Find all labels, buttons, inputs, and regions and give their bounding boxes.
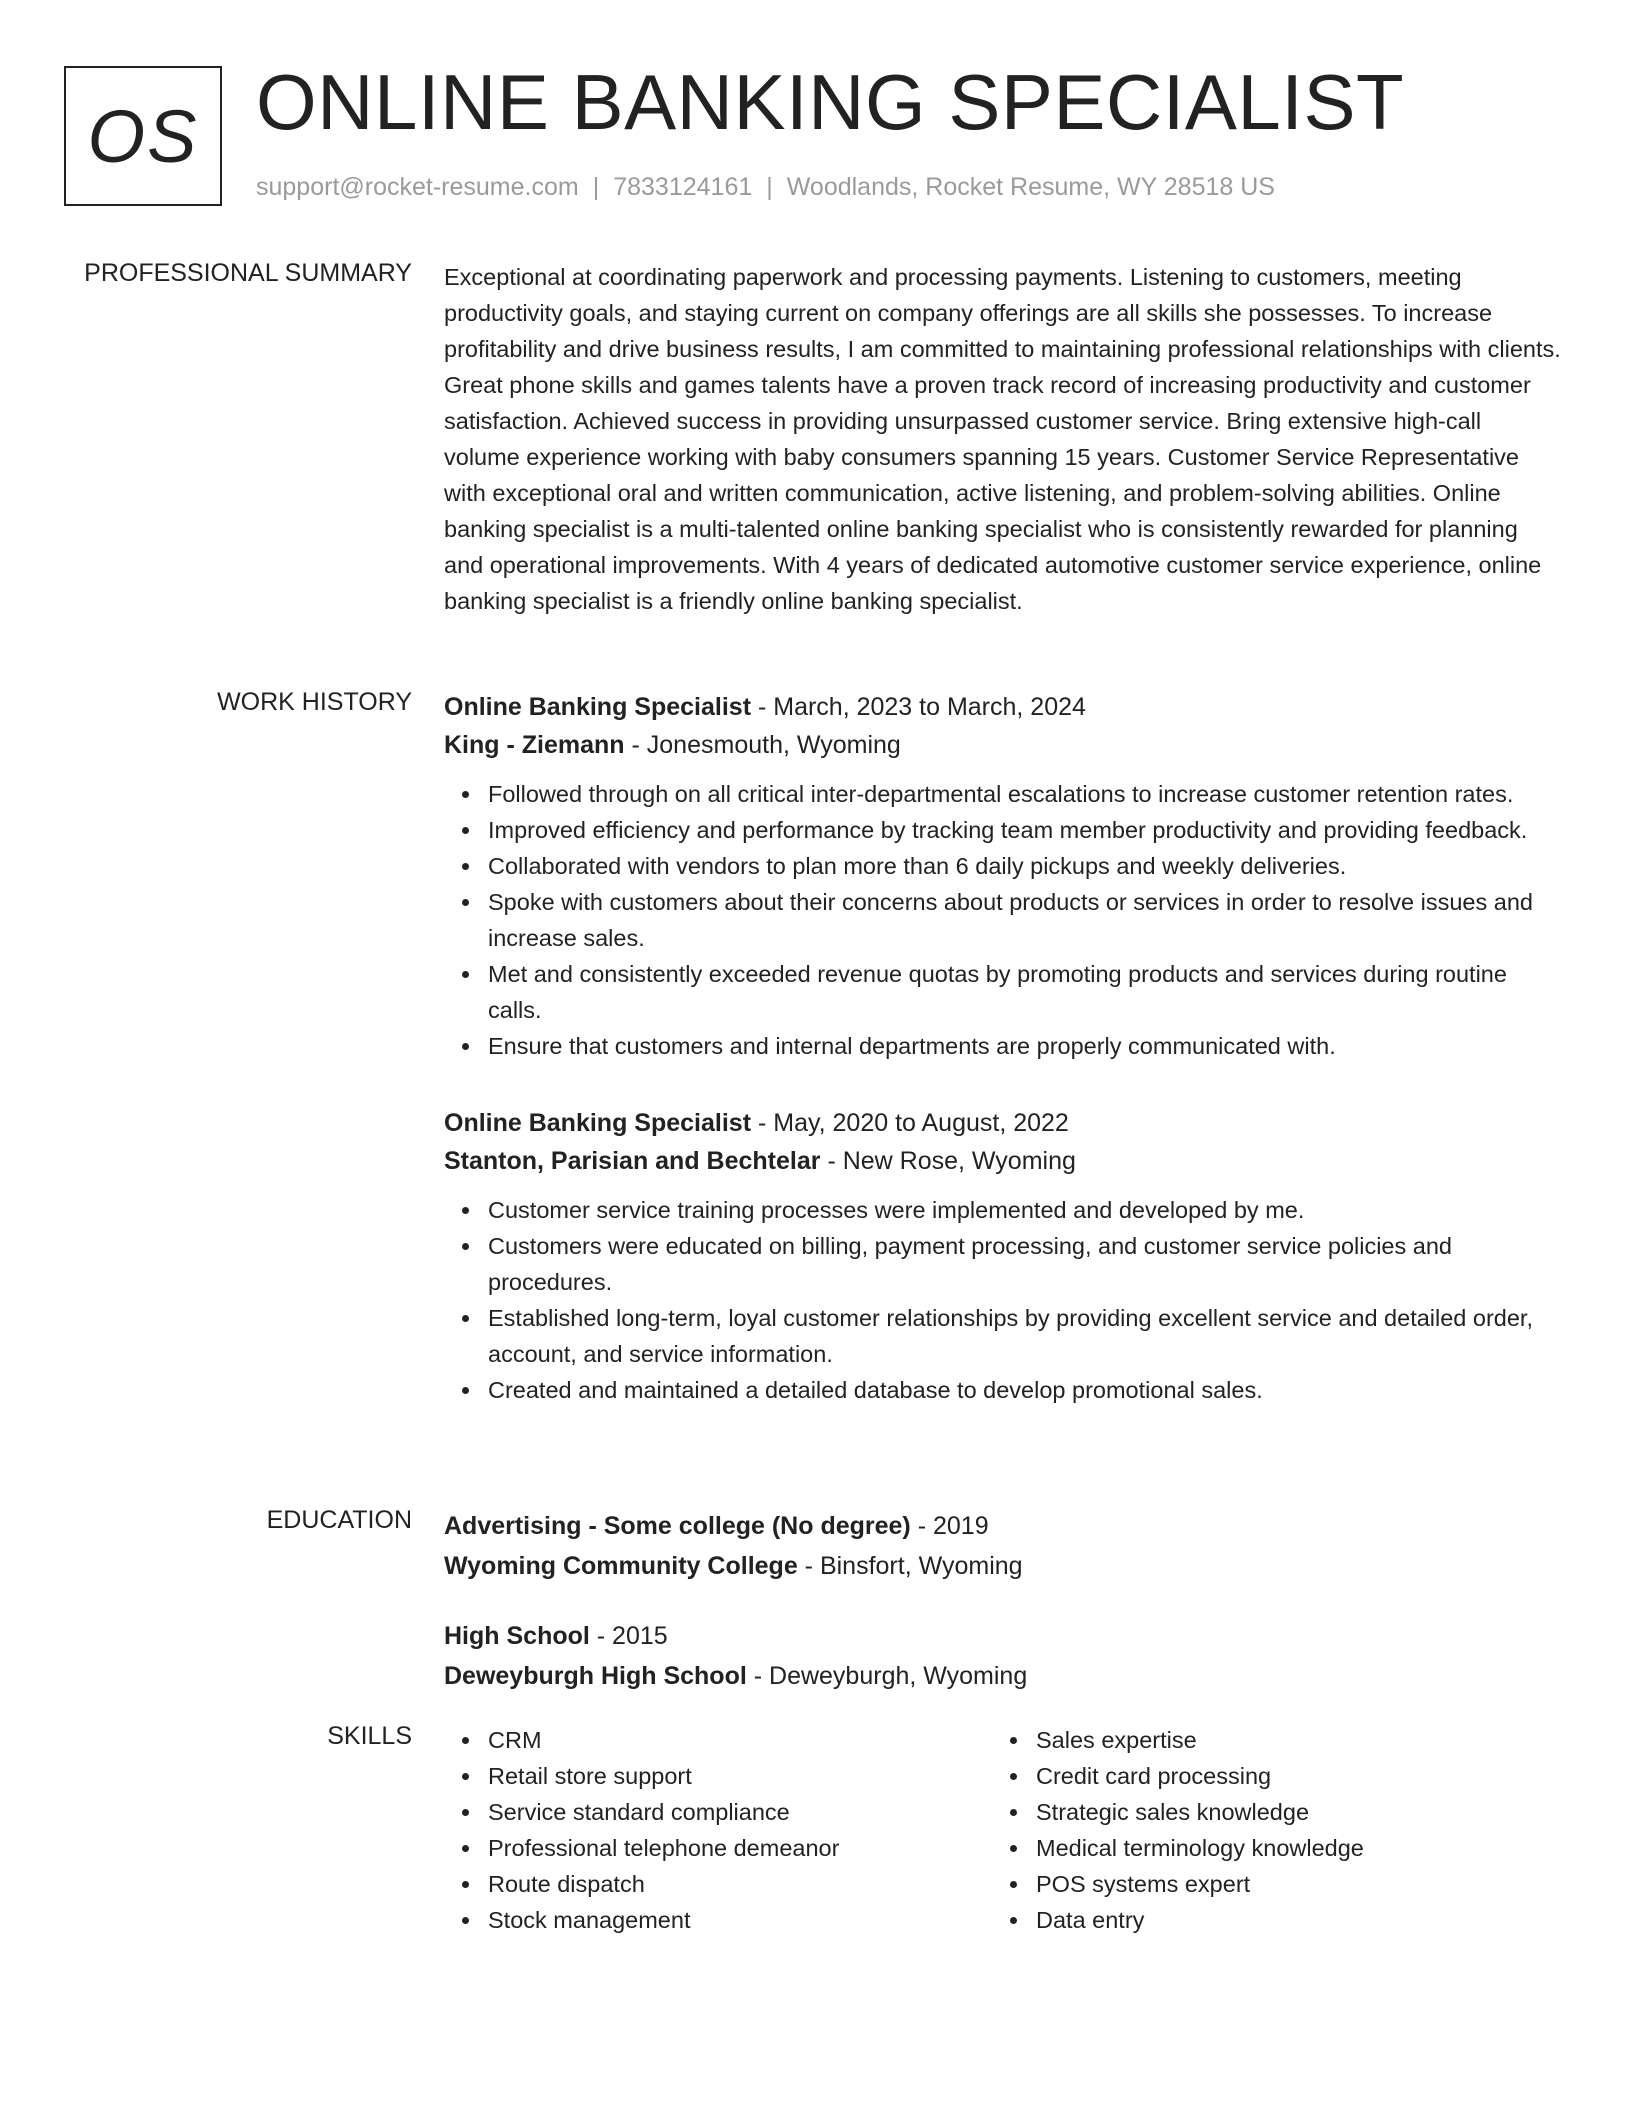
education-school-line [444,1546,1562,1586]
list-item: Collaborated with vendors to plan more than 6 daily pickups and weekly deliveries. [488,848,1562,884]
education-degree: High School [444,1622,590,1650]
list-item: Stock management [488,1902,992,1938]
education-location: - Deweyburgh, Wyoming [746,1662,1028,1690]
education-year: - 2015 [589,1622,668,1650]
education-school: Wyoming Community College [444,1552,798,1580]
section-label-work-history: WORK HISTORY [217,688,412,716]
education-entry [444,1506,1562,1586]
job-title: Online Banking Specialist [444,1109,752,1137]
education-location: - Binsfort, Wyoming [797,1552,1023,1580]
education-degree-line [444,1506,1562,1546]
education-body [444,1506,1562,1726]
list-item: Spoke with customers about their concerns about products or services in order to resolve issues and increase sales. [488,884,1562,956]
skills-list-left [444,1722,992,1938]
contact-separator: | [766,173,773,201]
list-item: Improved efficiency and performance by tracking team member productivity and providing feedback. [488,812,1562,848]
list-item: CRM [488,1722,992,1758]
list-item: Followed through on all critical inter-departmental escalations to increase customer retention rates. [488,776,1562,812]
job-entry [444,688,1562,1064]
skills-columns [444,1722,1562,1938]
job-org-line [444,726,1562,764]
contact-address: Woodlands, Rocket Resume, WY 28518 US [786,173,1275,201]
job-title: Online Banking Specialist [444,693,752,721]
list-item: Credit card processing [1036,1758,1540,1794]
education-year: - 2019 [910,1512,989,1540]
section-label-summary: PROFESSIONAL SUMMARY [84,259,412,287]
skills-column-left [444,1722,992,1938]
contact-email[interactable]: support@rocket-resume.com [256,173,579,201]
list-item: Professional telephone demeanor [488,1830,992,1866]
list-item: Route dispatch [488,1866,992,1902]
job-bullet-list [444,776,1562,1064]
summary-text: Exceptional at coordinating paperwork and processing payments. Listening to customers, meeting productivity goals, and staying current on company offerings are all skills she possesses. To increase profitability and drive business results, I am committed to maintaining professional relationships with clients. Great phone skills and games talents have a proven track record of increasing productivity and customer satisfaction. Achieved success in providing unsurpassed customer service. Bring extensive high-call volume experience working with baby consumers spanning 15 years. Customer Service Representative with exceptional oral and written communication, active listening, and problem-solving abilities. Online banking specialist is a multi-talented online banking specialist who is consistently rewarded for planning and operational improvements. With 4 years of dedicated automotive customer service experience, online banking specialist is a friendly online banking specialist. [444,264,1561,614]
job-title-line [444,1104,1562,1142]
list-item: Customer service training processes were implemented and developed by me. [488,1192,1562,1228]
skills-body [444,1722,1562,1938]
list-item: Retail store support [488,1758,992,1794]
list-item: Strategic sales knowledge [1036,1794,1540,1830]
job-location: - Jonesmouth, Wyoming [624,731,901,759]
education-degree: Advertising - Some college (No degree) [444,1512,911,1540]
monogram-badge [64,66,222,206]
education-school-line [444,1656,1562,1696]
work-history-body [444,688,1562,1448]
list-item: POS systems expert [1036,1866,1540,1902]
skills-list-right [992,1722,1540,1938]
job-dates: - March, 2023 to March, 2024 [751,693,1086,721]
contact-line [256,173,1275,202]
job-entry [444,1104,1562,1408]
section-label-skills: SKILLS [327,1722,412,1750]
list-item: Sales expertise [1036,1722,1540,1758]
contact-separator: | [592,173,600,201]
section-label-education: EDUCATION [266,1506,412,1534]
education-degree-line [444,1616,1562,1656]
list-item: Data entry [1036,1902,1540,1938]
job-company: King - Ziemann [444,731,625,759]
list-item: Service standard compliance [488,1794,992,1830]
job-title-line [444,688,1562,726]
contact-phone[interactable]: 7833124161 [613,173,753,201]
list-item: Met and consistently exceeded revenue quotas by promoting products and services during routine calls. [488,956,1562,1028]
job-bullet-list [444,1192,1562,1408]
job-dates: - May, 2020 to August, 2022 [751,1109,1069,1137]
summary-body [444,259,1562,619]
list-item: Ensure that customers and internal departments are properly communicated with. [488,1028,1562,1064]
job-location: - New Rose, Wyoming [820,1147,1076,1175]
monogram-text: OS [87,94,199,178]
education-entry [444,1616,1562,1696]
job-company: Stanton, Parisian and Bechtelar [444,1147,821,1175]
list-item: Medical terminology knowledge [1036,1830,1540,1866]
list-item: Customers were educated on billing, payment processing, and customer service policies and procedures. [488,1228,1562,1300]
job-org-line [444,1142,1562,1180]
resume-title: ONLINE BANKING SPECIALIST [256,58,1405,146]
skills-column-right [992,1722,1540,1938]
list-item: Established long-term, loyal customer relationships by providing excellent service and detailed order, account, and service information. [488,1300,1562,1372]
list-item: Created and maintained a detailed database to develop promotional sales. [488,1372,1562,1408]
education-school: Deweyburgh High School [444,1662,747,1690]
